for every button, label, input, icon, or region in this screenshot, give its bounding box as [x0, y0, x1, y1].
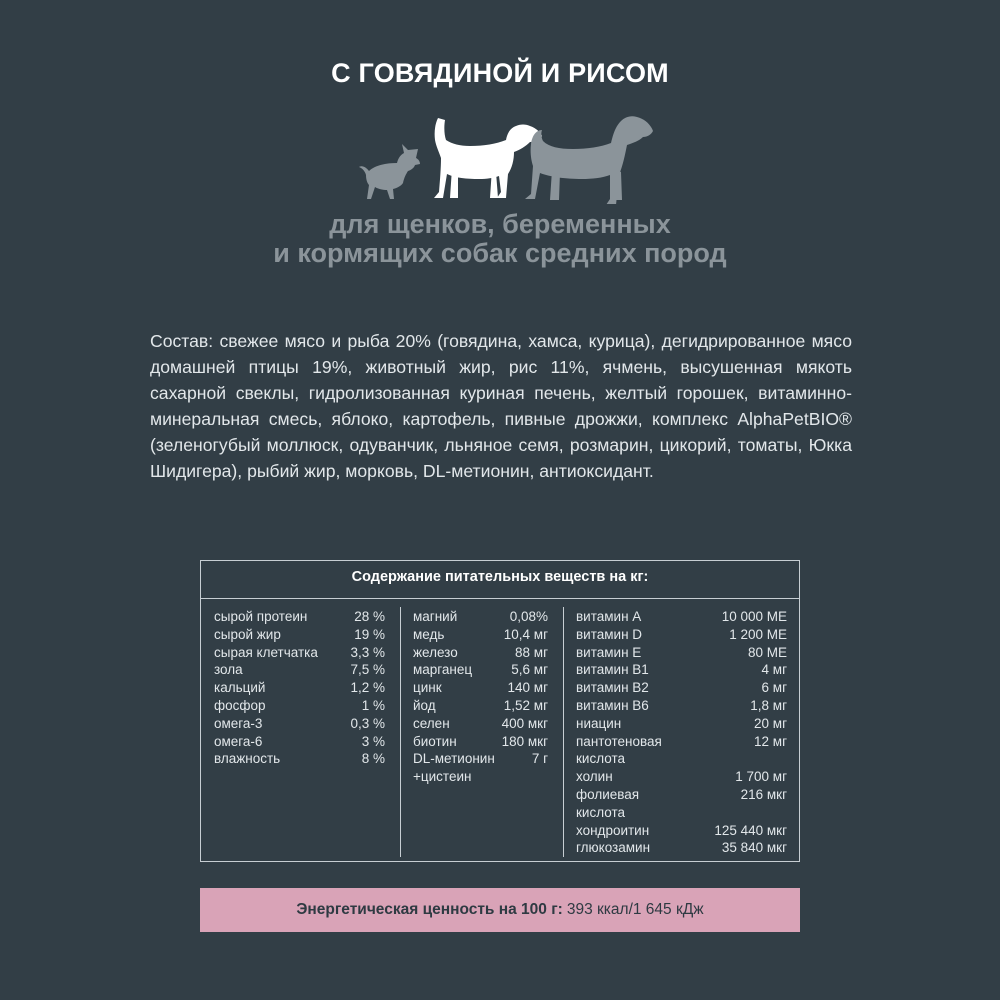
nutrient-value: 35 840 мкг — [721, 840, 787, 856]
nutrient-label: фолиевая кислота — [576, 786, 640, 820]
dog-size-icons — [330, 92, 670, 204]
nutrient-value: 6 мг — [761, 680, 787, 696]
nutrient-label: йод — [413, 697, 436, 713]
nutrient-row — [214, 715, 385, 733]
nutrient-row — [413, 715, 548, 733]
nutrient-value: 20 мг — [754, 715, 787, 731]
nutrient-label: железо — [413, 644, 458, 660]
nutrient-value: 12 мг — [754, 733, 787, 749]
nutrient-row — [214, 733, 385, 751]
subtitle-line-1: для щенков, беременных — [329, 209, 671, 239]
nutrient-label: сырой жир — [214, 626, 281, 642]
nutrient-row — [214, 697, 385, 715]
nutrient-row — [413, 626, 548, 644]
nutrient-label: ниацин — [576, 715, 622, 731]
nutrient-label: зола — [214, 662, 243, 678]
header-divider — [201, 598, 799, 599]
target-audience — [0, 210, 1000, 268]
nutrients-column-minerals — [413, 608, 548, 786]
nutrient-label: цинк — [413, 680, 442, 696]
nutrient-label: витамин Е — [576, 644, 642, 660]
nutrient-value: 216 мкг — [740, 786, 787, 802]
subtitle-line-2: и кормящих собак средних пород — [273, 238, 727, 268]
nutrient-row — [576, 786, 787, 822]
nutrient-row — [576, 679, 787, 697]
nutrient-row — [576, 768, 787, 786]
large-dog-icon — [525, 116, 653, 204]
nutrient-row — [214, 679, 385, 697]
nutrient-label: медь — [413, 626, 445, 642]
nutrients-column-macros — [214, 608, 385, 768]
energy-value: 393 ккал/1 645 кДж — [566, 901, 704, 918]
nutrient-label: сырая клетчатка — [214, 644, 318, 660]
nutrient-label: сырой протеин — [214, 609, 308, 624]
nutrient-value: 1,52 мг — [503, 697, 548, 713]
nutrient-label: глюкозамин — [576, 840, 651, 856]
nutrient-label: влажность — [214, 751, 281, 767]
nutrient-label: хондроитин — [576, 822, 650, 838]
nutrient-value: 1,8 мг — [750, 697, 787, 713]
nutrient-row — [413, 608, 548, 626]
nutrient-label: фосфор — [214, 697, 266, 713]
nutrient-value: 0,3 % — [350, 715, 385, 731]
nutrients-table — [200, 560, 800, 862]
nutrient-row — [214, 608, 385, 626]
nutrient-value: 19 % — [354, 626, 385, 642]
nutrient-row — [214, 626, 385, 644]
nutrient-row — [576, 822, 787, 840]
nutrient-label: витамин D — [576, 626, 643, 642]
nutrient-label: марганец — [413, 662, 473, 678]
nutrient-value: 400 мкг — [501, 715, 548, 731]
nutrient-value: 1,2 % — [350, 680, 385, 696]
nutrient-value: 28 % — [354, 609, 385, 624]
nutrient-value: 5,6 мг — [511, 662, 548, 678]
nutrient-label: витамин В2 — [576, 680, 649, 696]
energy-value-bar — [200, 888, 800, 932]
nutrient-value: 88 мг — [515, 644, 548, 660]
nutrient-value: 8 % — [361, 751, 385, 767]
nutrient-label: омега-3 — [214, 715, 263, 731]
nutrient-row — [214, 750, 385, 768]
nutrient-label: омега-6 — [214, 733, 263, 749]
nutrient-value: 4 мг — [761, 662, 787, 678]
nutrient-label: витамин В1 — [576, 662, 649, 678]
nutrient-value: 7,5 % — [350, 662, 385, 678]
nutrient-row — [576, 715, 787, 733]
nutrient-row — [413, 697, 548, 715]
nutrient-label: селен — [413, 715, 450, 731]
nutrient-row — [576, 733, 787, 769]
product-title: С ГОВЯДИНОЙ И РИСОМ — [331, 58, 669, 88]
nutrient-row — [413, 679, 548, 697]
energy-label: Энергетическая ценность на 100 г: — [296, 901, 563, 918]
nutrient-row — [576, 608, 787, 626]
column-divider — [400, 607, 401, 857]
nutrient-value: 1 % — [361, 697, 385, 713]
nutrient-row — [576, 626, 787, 644]
nutrient-value: 140 мг — [507, 680, 548, 696]
nutrients-title: Содержание питательных веществ на кг: — [351, 569, 649, 585]
nutrient-row — [576, 697, 787, 715]
nutrient-row — [576, 644, 787, 662]
nutrient-label: биотин — [413, 733, 457, 749]
composition-text: Состав: свежее мясо и рыба 20% (говядина, хамса, курица), дегидрированное мясо домашней птицы 19%, животный жир, рис 11%, ячмень, высушенная мякоть сахарной свеклы, гидролизованная куриная печень, желтый горошек, витаминно-минеральная смесь, яблоко, картофель, пивные дрожжи, комплекс AlphaPetBIO® (зеленогубый моллюск, одуванчик, льняное семя, розмарин, цикорий, томаты, Юкка Шидигера), рыбий жир, морковь, DL-метионин, антиоксидант. — [150, 331, 852, 481]
nutrient-value: 7 г — [531, 751, 548, 767]
nutrient-value: 180 мкг — [501, 733, 548, 749]
nutrients-column-vitamins — [576, 608, 787, 857]
nutrient-value: 1 700 мг — [735, 769, 787, 785]
nutrient-row — [413, 733, 548, 751]
nutrient-value: 0,08% — [509, 609, 548, 624]
nutrient-value: 1 200 МЕ — [729, 626, 787, 642]
nutrient-value: 10 000 МЕ — [721, 609, 787, 624]
nutrient-label: витамин В6 — [576, 697, 649, 713]
nutrient-label: холин — [576, 769, 613, 785]
nutrient-row — [413, 750, 548, 786]
nutrient-label: магний — [413, 609, 458, 624]
nutrient-value: 3 % — [361, 733, 385, 749]
nutrient-label: витамин А — [576, 609, 642, 624]
nutrient-value: 80 МЕ — [747, 644, 787, 660]
nutrient-value: 3,3 % — [350, 644, 385, 660]
nutrient-row — [576, 839, 787, 857]
nutrient-row — [413, 661, 548, 679]
nutrient-label: DL-метионин +цистеин — [413, 751, 495, 785]
nutrient-label: кальций — [214, 680, 266, 696]
nutrient-row — [413, 644, 548, 662]
nutrient-value: 125 440 мкг — [714, 822, 787, 838]
nutrient-label: пантотеновая кислота — [576, 733, 662, 767]
nutrient-value: 10,4 мг — [503, 626, 548, 642]
column-divider — [563, 607, 564, 857]
nutrient-row — [214, 644, 385, 662]
nutrient-row — [576, 661, 787, 679]
nutrient-row — [214, 661, 385, 679]
small-dog-icon — [359, 144, 420, 199]
medium-dog-icon — [434, 118, 542, 198]
